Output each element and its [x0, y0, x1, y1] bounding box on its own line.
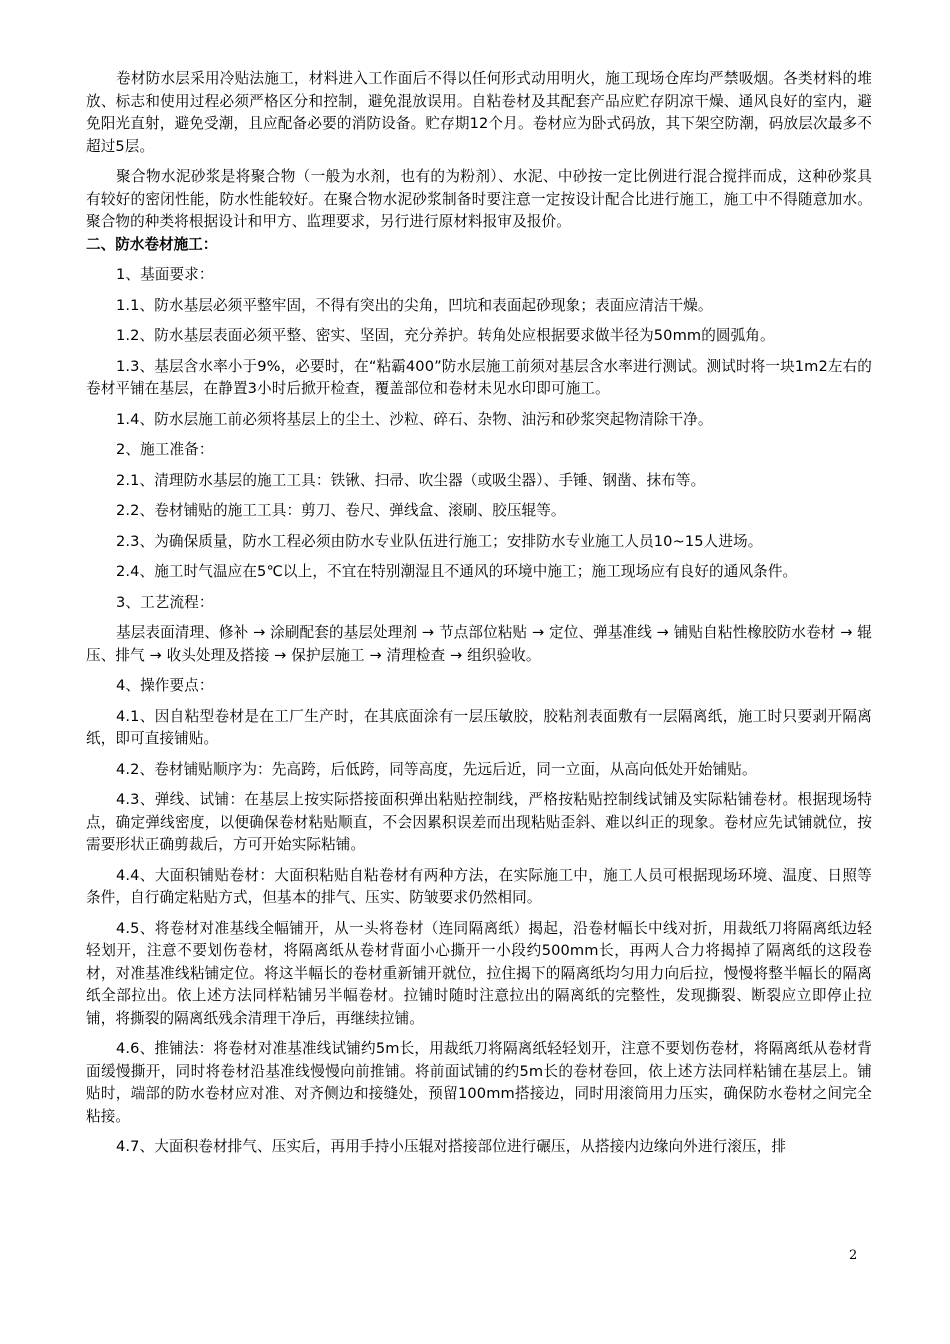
- paragraph: 4.7、大面积卷材排气、压实后，再用手持小压辊对搭接部位进行碾压，从搭接内边缘向外进行滚压，排: [116, 1138, 787, 1155]
- paragraph: 4.4、大面积铺贴卷材：大面积粘贴自粘卷材有两种方法，在实际施工中，施工人员可根据现场环境、温度、日照等条件，自行确定粘贴方式，但基本的排气、压实、防皱要求仍然相同。: [86, 866, 872, 906]
- paragraph: 4.1、因自粘型卷材是在工厂生产时，在其底面涂有一层压敏胶，胶粘剂表面敷有一层隔离纸，施工时只要剥开隔离纸，即可直接铺贴。: [86, 707, 872, 747]
- paragraph: 4.5、将卷材对准基线全幅铺开，从一头将卷材（连同隔离纸）揭起，沿卷材幅长中线对折，用裁纸刀将隔离纸边轻轻划开，注意不要划伤卷材，将隔离纸从卷材背面小心撕开一小段约500mm长，再两人合力将揭掉了隔离纸的这段卷材，对准基准线粘铺定位。将这半幅长的卷材重新铺开就位，拉住揭下的隔离纸均匀用力向后拉，慢慢将整半幅长的隔离纸全部拉出。依上述方法同样粘铺另半幅卷材。拉铺时随时注意拉出的隔离纸的完整性，发现撕裂、断裂应立即停止拉铺，将撕裂的隔离纸残余清理干净后，再继续拉铺。: [86, 919, 872, 1027]
- page-number: 2: [849, 1248, 858, 1263]
- paragraph: 1.4、防水层施工前必须将基层上的尘土、沙粒、碎石、杂物、油污和砂浆突起物清除干净。: [116, 410, 713, 428]
- subsection-heading: 1、基面要求：: [116, 266, 214, 283]
- paragraph: 4.3、弹线、试铺：在基层上按实际搭接面积弹出粘贴控制线，严格按粘贴控制线试铺及实际粘铺卷材。根据现场特点，确定弹线密度，以便确保卷材粘贴顺直，不会因累积误差而出现粘贴歪斜、难以纠正的现象。卷材应先试铺就位，按需要形状正确剪裁后，方可开始实际粘铺。: [86, 791, 872, 853]
- subsection-heading: 4、操作要点：: [116, 677, 214, 694]
- paragraph: 4.6、推铺法：将卷材对准基准线试铺约5m长，用裁纸刀将隔离纸轻轻划开，注意不要划伤卷材，将隔离纸从卷材背面缓慢撕开，同时将卷材沿基准线慢慢向前推铺。将前面试铺的约5m长的卷材卷回，依上述方法同样粘铺在基层上。铺贴时，端部的防水卷材应对准、对齐侧边和接缝处，预留100mm搭接边，同时用滚筒用力压实，确保防水卷材之间完全粘接。: [86, 1040, 872, 1125]
- section-heading: 二、防水卷材施工：: [86, 235, 218, 253]
- process-flow: 基层表面清理、修补 → 涂刷配套的基层处理剂 → 节点部位粘贴 → 定位、弹基准线 → 铺贴自粘性橡胶防水卷材 → 辊压、排气 → 收头处理及搭接 → 保护层施工 → 清理检查 → 组织验收。: [86, 624, 872, 664]
- paragraph: 4.2、卷材铺贴顺序为：先高跨，后低跨，同等高度，先远后近，同一立面，从高向低处开始铺贴。: [116, 760, 757, 778]
- paragraph: 1.1、防水基层必须平整牢固，不得有突出的尖角，凹坑和表面起砂现象；表面应清洁干燥。: [116, 296, 713, 314]
- paragraph: 2.3、为确保质量，防水工程必须由防水专业队伍进行施工；安排防水专业施工人员10~15人进场。: [116, 532, 763, 550]
- paragraph: 2.1、清理防水基层的施工工具：铁锹、扫帚、吹尘器（或吸尘器）、手锤、钢凿、抹布等。: [116, 471, 706, 489]
- paragraph: 2.2、卷材铺贴的施工工具：剪刀、卷尺、弹线盒、滚刷、胶压辊等。: [116, 502, 566, 519]
- document-body: [86, 68, 872, 1159]
- paragraph: 1.2、防水基层表面必须平整、密实、坚固，充分养护。转角处应根据要求做半径为50mm的圆弧角。: [116, 327, 775, 344]
- paragraph: 2.4、施工时气温应在5℃以上，不宜在特别潮湿且不通风的环境中施工；施工现场应有良好的通风条件。: [116, 563, 798, 580]
- subsection-heading: 2、施工准备：: [116, 441, 214, 458]
- paragraph: 卷材防水层采用冷贴法施工，材料进入工作面后不得以任何形式动用明火，施工现场仓库均严禁吸烟。各类材料的堆放、标志和使用过程必须严格区分和控制，避免混放误用。自粘卷材及其配套产品应贮存阴凉干燥、通风良好的室内，避免阳光直射，避免受潮，且应配备必要的消防设备。贮存期12个月。卷材应为卧式码放，其下架空防潮，码放层次最多不超过5层。: [86, 70, 872, 155]
- paragraph: 聚合物水泥砂浆是将聚合物（一般为水剂，也有的为粉剂）、水泥、中砂按一定比例进行混合搅拌而成，这种砂浆具有较好的密闭性能，防水性能较好。在聚合物水泥砂浆制备时要注意一定按设计配合比进行施工，施工中不得随意加水。聚合物的种类将根据设计和甲方、监理要求，另行进行原材料报审及报价。: [86, 168, 872, 230]
- paragraph: 1.3、基层含水率小于9%，必要时，在“粘霸400”防水层施工前须对基层含水率进行测试。测试时将一块1m2左右的卷材平铺在基层，在静置3小时后掀开检查，覆盖部位和卷材未见水印即可施工。: [86, 357, 872, 397]
- subsection-heading: 3、工艺流程：: [116, 593, 214, 611]
